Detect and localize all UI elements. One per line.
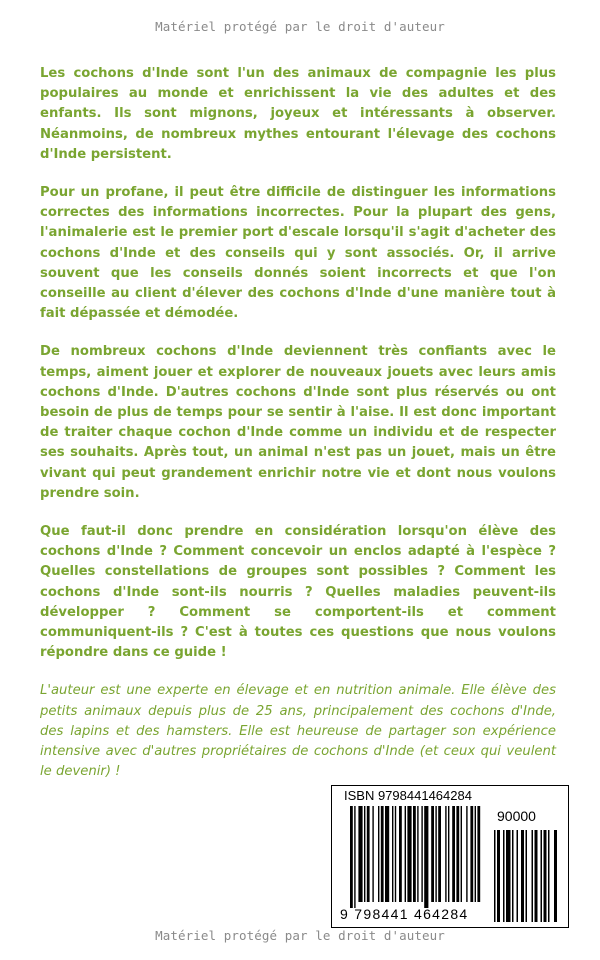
back-cover-text [40, 64, 556, 801]
paragraph-individuals: De nombreux cochons d'Inde deviennent très confiants avec le temps, aiment jouer et explorer de nouveaux jouets avec leurs amis cochons d'Inde. D'autres cochons d'Inde sont plus réservés ou ont besoin de plus de temps pour se sentir à l'aise. Il est donc important de traiter chaque cochon d'Inde comme un individu et de respecter ses souhaits. Après tout, un animal n'est pas un jouet, mais un être vivant qui peut grandement enrichir notre vie et dont nous voulons prendre soin. [40, 344, 556, 501]
isbn-barcode [331, 785, 569, 928]
copyright-watermark-top: Matériel protégé par le droit d'auteur [155, 19, 445, 34]
copyright-watermark-bottom: Matériel protégé par le droit d'auteur [155, 928, 445, 943]
paragraph-advice: Pour un profane, il peut être difficile de distinguer les informations correctes des informations incorrectes. Pour la plupart des gens, l'animalerie est le premier port d'escale lorsqu'il s'agit d'acheter des cochons d'Inde et des conseils qui y sont associés. Or, il arrive souvent que les conseils donnés soient incorrects et que l'on conseille au client d'élever des cochons d'Inde d'une manière tout à fait dépassée et démodée. [40, 185, 556, 322]
price-code: 90000 [497, 808, 536, 824]
paragraph-intro: Les cochons d'Inde sont l'un des animaux de compagnie les plus populaires au monde et enrichissent la vie des adultes et des enfants. Ils sont mignons, joyeux et intéressants à observer. Néanmoins, de nombreux mythes entourant l'élevage des cochons d'Inde persistent. [40, 66, 556, 162]
barcode-digits: 9 798441 464284 [340, 906, 469, 922]
author-note: L'auteur est une experte en élevage et en nutrition animale. Elle élève des petits animaux depuis plus de 25 ans, principalement des cochons d'Inde, des lapins et des hamsters. Elle est heureuse de partager son expérience intensive avec d'autres propriétaires de cochons d'Inde (et ceux qui veulent le devenir) ! [40, 683, 556, 780]
isbn-label: ISBN 9798441464284 [344, 788, 472, 803]
paragraph-questions: Que faut-il donc prendre en considération lorsqu'on élève des cochons d'Inde ? Comment concevoir un enclos adapté à l'espèce ? Quelles constellations de groupes sont possibles ? Comment les cochons d'Inde sont-ils nourris ? Quelles maladies peuvent-ils développer ? Comment se comportent-ils et comment communiquent-ils ? C'est à toutes ces questions que nous voulons répondre dans ce guide ! [40, 524, 556, 661]
